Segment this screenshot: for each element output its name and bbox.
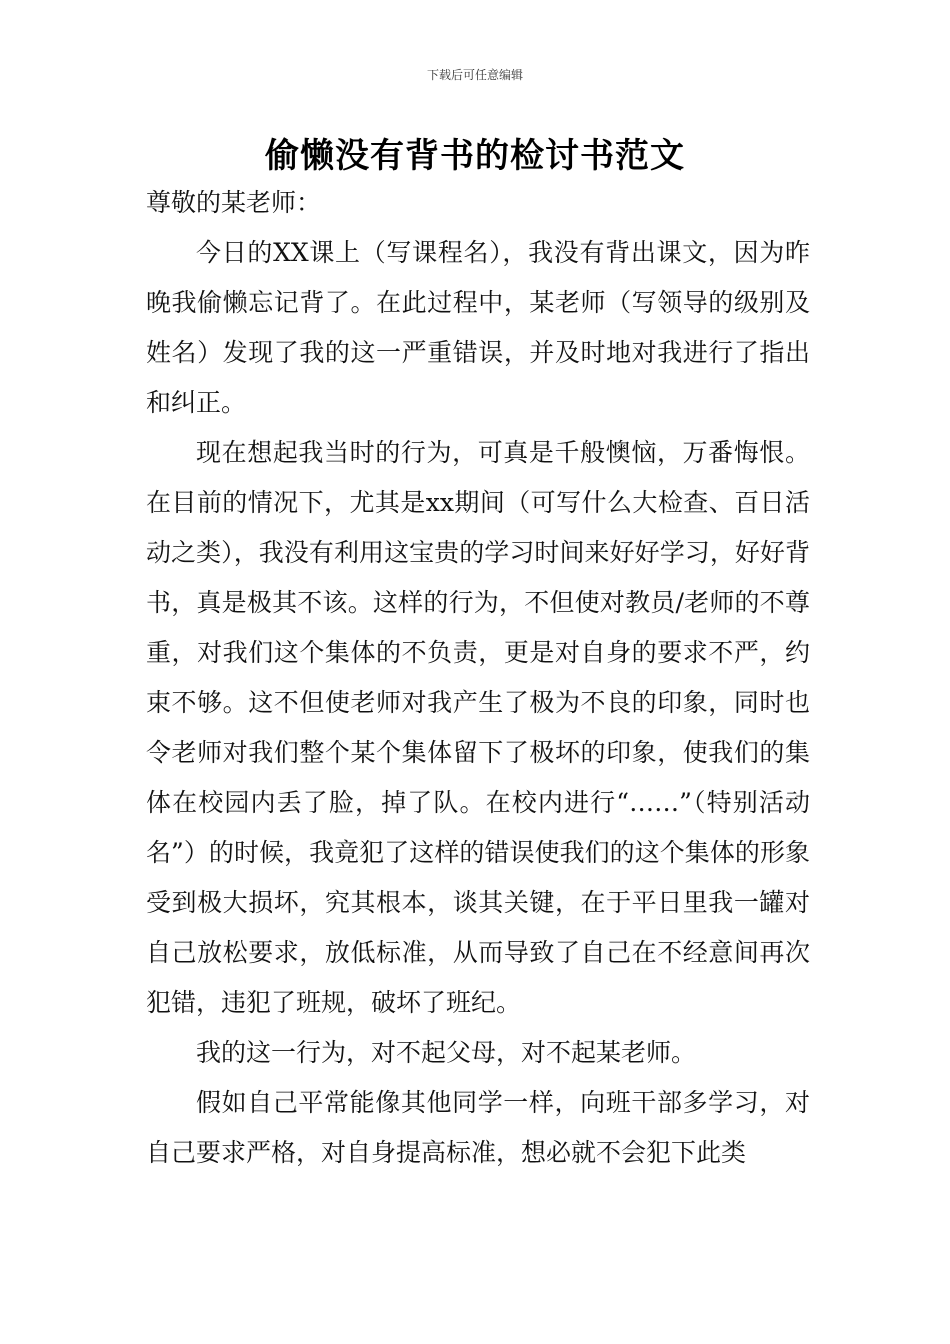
- salutation: 尊敬的某老师：: [146, 188, 322, 217]
- paragraph-4: 假如自己平常能像其他同学一样，向班干部多学习，对自己要求严格，对自身提高标准，想必就不会犯下此类: [146, 1088, 810, 1167]
- document-body: [146, 178, 810, 1178]
- paragraph-2: 现在想起我当时的行为，可真是千般懊恼，万番悔恨。在目前的情况下，尤其是xx期间（可写什么大检查、百日活动之类），我没有利用这宝贵的学习时间来好好学习，好好背书，真是极其不该。这样的行为，不但使对教员/老师的不尊重，对我们这个集体的不负责，更是对自身的要求不严，约束不够。这不但使老师对我产生了极为不良的印象，同时也令老师对我们整个某个集体留下了极坏的印象，使我们的集体在校园内丢了脸，掉了队。在校内进行“……”（特别活动名”）的时候，我竟犯了这样的错误使我们的这个集体的形象受到极大损坏，究其根本，谈其关键，在于平日里我一罐对自己放松要求，放低标准，从而导致了自己在不经意间再次犯错，违犯了班规，破坏了班纪。: [146, 438, 810, 1017]
- paragraph-3: 我的这一行为，对不起父母，对不起某老师。: [196, 1038, 697, 1067]
- header-note: 下载后可任意编辑: [426, 68, 523, 82]
- paragraph-1: 今日的XX课上（写课程名），我没有背出课文，因为昨晚我偷懒忘记背了。在此过程中，某老师（写领导的级别及姓名）发现了我的这一严重错误，并及时地对我进行了指出和纠正。: [146, 238, 810, 417]
- document-title: 偷懒没有背书的检讨书范文: [265, 136, 685, 176]
